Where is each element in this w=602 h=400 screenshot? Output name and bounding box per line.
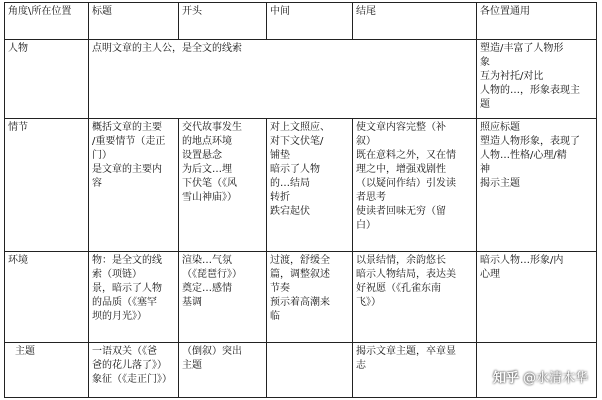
cell-line: 者思考 <box>356 192 386 203</box>
cell-line: 互为衬托/对比 <box>480 71 544 82</box>
table-row-huanjing <box>5 252 597 343</box>
cell-line: 象征（《走正门》） <box>92 374 172 385</box>
renwu-general-cell <box>477 40 597 119</box>
row-label-renwu: 人物 <box>5 40 89 119</box>
cell-line: 照应标题 <box>480 122 520 133</box>
cell-line: 揭示主题 <box>480 178 520 189</box>
cell-line: 概括文章的主要 <box>92 122 162 133</box>
renwu-merged-cell: 点明文章的主人公，是全文的线索 <box>89 40 477 119</box>
zhihu-watermark <box>493 367 588 386</box>
zhuti-middle-cell <box>267 343 353 398</box>
huanjing-middle-cell <box>267 252 353 343</box>
cell-line: 跌宕起伏 <box>270 206 310 217</box>
cell-line: 塑造/丰富了人物形 <box>480 43 564 54</box>
cell-line: 心理 <box>480 269 500 280</box>
qingjie-end-cell <box>353 119 477 252</box>
cell-line: （以疑问作结）引发读 <box>356 178 456 189</box>
row-label-qingjie: 情节 <box>5 119 89 252</box>
zhuti-title-cell <box>89 343 179 398</box>
cell-line: 交代故事发生 <box>182 122 242 133</box>
cell-line: /重要情节（走正 <box>92 136 166 147</box>
cell-line: 暗示人物…形象/内 <box>480 255 564 266</box>
cell-line: 对上文照应、 <box>270 122 330 133</box>
cell-line: 对下文伏笔/ <box>270 136 324 147</box>
cell-line: （倒叙）突出 <box>182 346 242 357</box>
cell-line: 景，暗示了人物 <box>92 283 162 294</box>
zhuti-end-cell <box>353 343 477 398</box>
cell-line: 好祝愿（《孔雀东南 <box>356 283 441 294</box>
header-cell-title: 标题 <box>89 3 179 40</box>
row-label-huanjing: 环境 <box>5 252 89 343</box>
cell-line: 题 <box>480 99 490 110</box>
summary-table <box>4 2 597 398</box>
cell-line: 神 <box>480 164 490 175</box>
cell-line: 象 <box>480 57 490 68</box>
zhihu-logo: 知乎 <box>492 371 519 386</box>
cell-line: 索（项链） <box>92 269 142 280</box>
table-row-qingjie <box>5 119 597 252</box>
cell-line: 下伏笔（《风 <box>182 178 237 189</box>
cell-line: 使读者回味无穷（留 <box>356 206 446 217</box>
cell-line: 志 <box>356 360 366 371</box>
header-cell-angle: 角度\所在位置 <box>5 3 89 40</box>
cell-line: 物：是全文的线 <box>92 255 162 266</box>
cell-line: 主题 <box>182 360 202 371</box>
cell-line: 临 <box>270 311 280 322</box>
cell-line: 基调 <box>182 297 202 308</box>
cell-line: （《琵琶行》） <box>182 269 242 280</box>
cell-line: 篇，调整叙述 <box>270 269 330 280</box>
cell-line: 白） <box>356 220 376 231</box>
watermark-author: @水清木华 <box>522 371 588 386</box>
cell-line: 塑造人物形象，表现了 <box>480 136 580 147</box>
huanjing-general-cell <box>477 252 597 343</box>
cell-line: 爸的花儿落了》） <box>92 360 167 371</box>
cell-line: 转折 <box>270 192 290 203</box>
header-row <box>5 3 597 40</box>
cell-line: 一语双关（《爸 <box>92 346 157 357</box>
cell-line: 的…结局 <box>270 178 310 189</box>
header-cell-end: 结尾 <box>353 3 477 40</box>
table-row-renwu <box>5 40 597 119</box>
cell-line: 雪山神庙》） <box>182 192 237 203</box>
cell-line: 是文章的主要内 <box>92 164 162 175</box>
cell-line: 的品质（《塞罕 <box>92 297 157 308</box>
huanjing-end-cell <box>353 252 477 343</box>
header-cell-middle: 中间 <box>267 3 353 40</box>
cell-line: 坝的月光》） <box>92 311 147 322</box>
huanjing-start-cell <box>179 252 267 343</box>
cell-line: 节奏 <box>270 283 290 294</box>
cell-line: 为后文…埋 <box>182 164 232 175</box>
cell-line: 人物的…，形象表现主 <box>480 85 580 96</box>
cell-line: 以景结情，余韵悠长 <box>356 255 446 266</box>
cell-line: 飞》） <box>356 297 381 308</box>
cell-line: 暗示了人物 <box>270 164 320 175</box>
cell-line: 暗示人物结局，表达美 <box>356 269 456 280</box>
qingjie-general-cell <box>477 119 597 252</box>
cell-line: 设置悬念 <box>182 150 222 161</box>
cell-line: 的地点环境 <box>182 136 232 147</box>
cell-line: 理之中，增强戏剧性 <box>356 164 446 175</box>
cell-line: 叙） <box>356 136 376 147</box>
qingjie-middle-cell <box>267 119 353 252</box>
qingjie-start-cell <box>179 119 267 252</box>
qingjie-title-cell <box>89 119 179 252</box>
cell-line: 使文章内容完整（补 <box>356 122 446 133</box>
cell-line: 容 <box>92 178 102 189</box>
zhuti-start-cell <box>179 343 267 398</box>
header-cell-general: 各位置通用 <box>477 3 597 40</box>
cell-line: 预示着高潮来 <box>270 297 330 308</box>
header-cell-start: 开头 <box>179 3 267 40</box>
cell-line: 过渡，舒缓全 <box>270 255 330 266</box>
cell-line: 渲染…气氛 <box>182 255 232 266</box>
cell-line: 既在意料之外，又在情 <box>356 150 456 161</box>
cell-line: 奠定…感情 <box>182 283 232 294</box>
cell-line: 门） <box>92 150 112 161</box>
row-label-zhuti: 主题 <box>5 343 89 398</box>
cell-line: 铺垫 <box>270 150 290 161</box>
cell-line: 人物…性格/心理/精 <box>480 150 567 161</box>
cell-line: 揭示文章主题，卒章显 <box>356 346 456 357</box>
huanjing-title-cell <box>89 252 179 343</box>
